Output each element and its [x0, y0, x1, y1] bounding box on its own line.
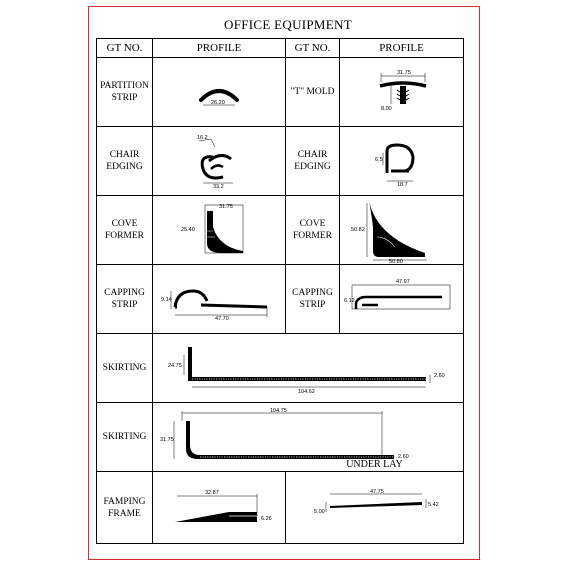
label-chair-edging-left [97, 127, 153, 196]
dim-text: 47.75 [369, 489, 384, 495]
dim-text: 31.75 [396, 70, 411, 76]
dim-text: 6.12 [344, 298, 355, 304]
label-text: SKIRTING [102, 363, 147, 373]
capping-strip-left-drawing [157, 269, 282, 329]
dim-text: 104.62 [298, 389, 315, 395]
dim-text: 6.26 [260, 515, 272, 522]
header-profile-right: PROFILE [340, 39, 464, 58]
dim-text: 18.7 [396, 182, 408, 188]
label-text: COVE FORMER [104, 219, 145, 241]
profile-skirting-1 [153, 334, 464, 403]
dim-text: 8.00 [380, 106, 392, 112]
label-text: SKIRTING [102, 432, 147, 442]
dim-text: 24.75 [168, 363, 182, 369]
profile-under-lay [286, 459, 464, 544]
label-famping-frame [97, 472, 153, 544]
dim-text: 25.40 [181, 227, 195, 233]
header-gt-no-right: GT NO. [286, 39, 340, 58]
profile-famping-frame [153, 472, 286, 544]
dim-text: 32.87 [204, 489, 219, 496]
famping-frame-drawing [157, 478, 282, 538]
dim-text: 31.75 [160, 437, 174, 443]
dim-text: 5.00 [313, 509, 325, 515]
dim-text: 50.82 [350, 227, 365, 233]
label-skirting-1 [97, 334, 153, 403]
profile-capping-strip-right [340, 265, 464, 334]
dim-text: 50.80 [388, 259, 403, 263]
dim-text: 47.70 [214, 316, 229, 322]
dim-text: 2.60 [434, 373, 445, 379]
under-lay-drawing [290, 484, 460, 520]
label-text: FAMPING FRAME [103, 496, 146, 519]
under-lay-title: UNDER LAY [346, 459, 403, 470]
profile-t-mold [340, 58, 464, 127]
label-text: CAPPING STRIP [292, 288, 333, 310]
page-title: OFFICE EQUIPMENT [224, 17, 352, 32]
profile-chair-edging-right [340, 127, 464, 196]
dim-text: 104.75 [270, 408, 287, 414]
label-chair-edging-right [286, 127, 340, 196]
profile-chair-edging-left [153, 127, 286, 196]
dim-text: 16.2 [197, 135, 208, 141]
skirting-1-drawing [158, 337, 458, 399]
label-partition-strip [97, 58, 153, 127]
label-cove-former-right [286, 196, 340, 265]
label-skirting-2 [97, 403, 153, 472]
label-text: PARTITION STRIP [100, 81, 149, 103]
profile-capping-strip-left [153, 265, 286, 334]
header-profile-left: PROFILE [153, 39, 286, 58]
label-text: CAPPING STRIP [104, 288, 145, 310]
dim-text: 9.14 [160, 297, 172, 303]
header-row [97, 39, 464, 58]
label-text: COVE FORMER [292, 219, 333, 241]
table-row [97, 58, 464, 127]
profile-partition-strip [153, 58, 286, 127]
capping-strip-right-drawing [344, 269, 459, 329]
table-row [97, 127, 464, 196]
dim-text: 6.5 [374, 157, 383, 163]
chair-edging-right-drawing [347, 129, 457, 193]
profile-table [96, 38, 464, 544]
label-text: CHAIR EDGING [294, 150, 331, 172]
label-text: CHAIR EDGING [106, 150, 143, 172]
label-text: "T" MOLD [290, 87, 335, 97]
chair-edging-left-drawing [159, 129, 279, 193]
dim-text: 33.2 [213, 184, 224, 190]
label-cove-former-left [97, 196, 153, 265]
profile-cove-former-left [153, 196, 286, 265]
dim-text: 2.60 [398, 454, 409, 460]
dim-text: 26.20 [211, 100, 225, 106]
table-row [97, 472, 464, 544]
label-t-mold [286, 58, 340, 127]
label-capping-strip-right [286, 265, 340, 334]
dim-text: 47.97 [396, 279, 410, 285]
dim-text: 31.75 [219, 204, 233, 210]
cove-former-right-drawing [347, 197, 457, 263]
table-row [97, 334, 464, 403]
cove-former-left-drawing [159, 197, 279, 263]
partition-strip-drawing [159, 62, 279, 122]
table-row [97, 196, 464, 265]
profile-cove-former-right [340, 196, 464, 265]
header-gt-no-left: GT NO. [97, 39, 153, 58]
dim-text: 5.42 [427, 502, 439, 508]
label-capping-strip-left [97, 265, 153, 334]
t-mold-drawing [347, 62, 457, 122]
table-row [97, 265, 464, 334]
